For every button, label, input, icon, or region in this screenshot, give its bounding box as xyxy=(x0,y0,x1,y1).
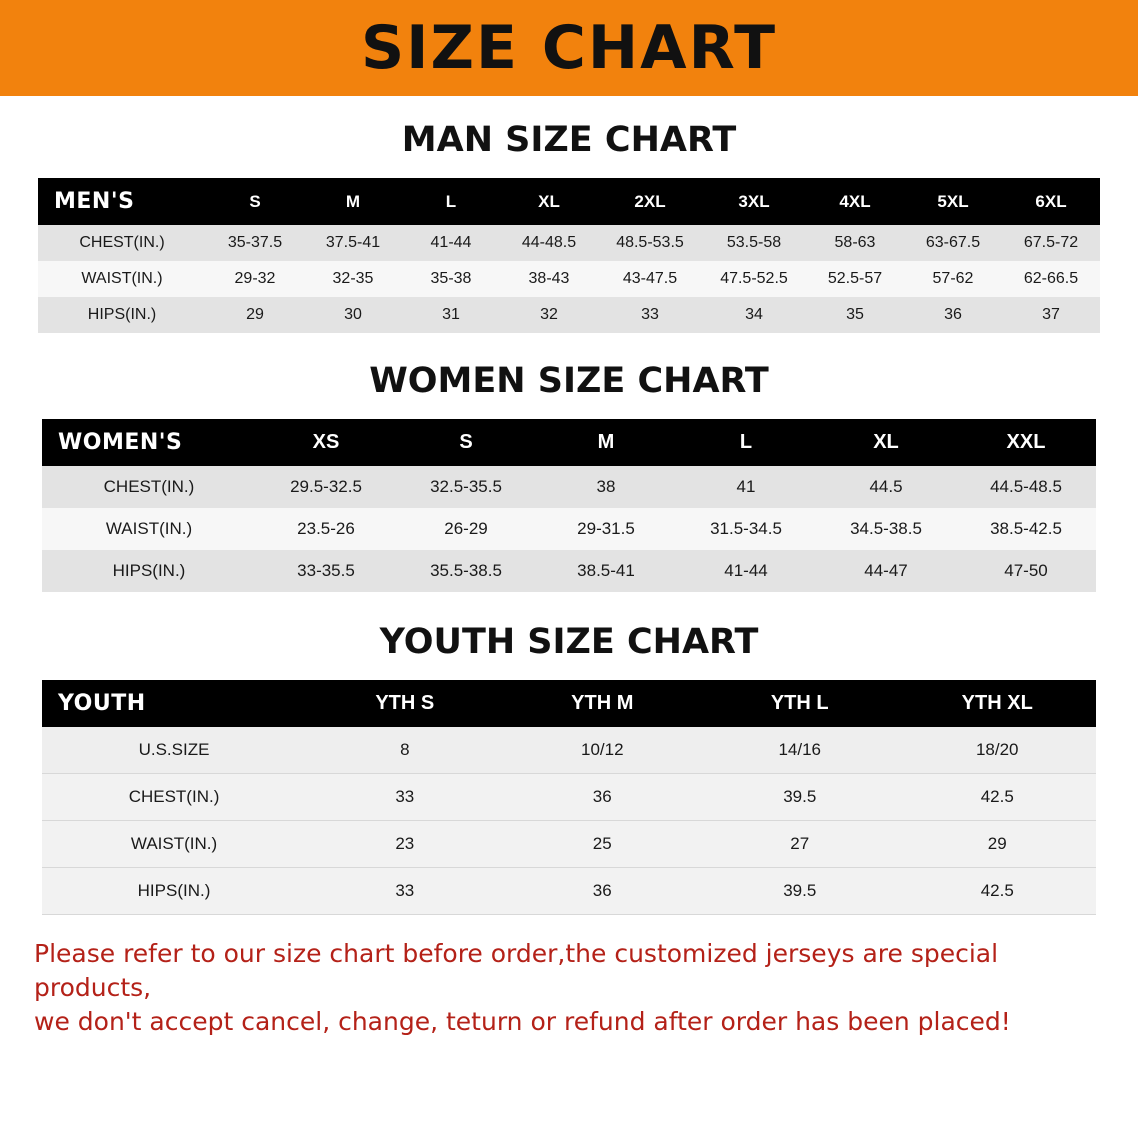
youth-row-label: CHEST(IN.) xyxy=(128,787,220,806)
women-cell: 41 xyxy=(736,477,756,496)
man-cell: 37.5-41 xyxy=(325,234,381,251)
youth-header-cell: YTH S xyxy=(375,692,435,714)
women-size-table xyxy=(42,419,1096,592)
women-row-label: HIPS(IN.) xyxy=(112,561,186,580)
man-header-cell: 2XL xyxy=(634,191,666,211)
youth-cell: 25 xyxy=(592,834,612,853)
women-cell: 44.5-48.5 xyxy=(990,477,1062,496)
man-row-label: HIPS(IN.) xyxy=(87,306,157,323)
women-cell: 23.5-26 xyxy=(297,519,355,538)
youth-cell: 39.5 xyxy=(783,787,817,806)
man-header-cell: XL xyxy=(538,191,560,211)
man-cell: 62-66.5 xyxy=(1023,270,1079,287)
youth-cell: 36 xyxy=(592,787,612,806)
women-cell: 44-47 xyxy=(864,561,908,580)
table-row xyxy=(42,868,1096,915)
women-section-title: WOMEN SIZE CHART xyxy=(369,361,769,401)
man-cell: 33 xyxy=(641,306,659,323)
youth-table-header-row xyxy=(42,680,1096,727)
man-cell: 30 xyxy=(344,306,362,323)
women-cell: 34.5-38.5 xyxy=(850,519,922,538)
notice-text xyxy=(34,937,1104,1038)
youth-cell: 8 xyxy=(400,740,410,759)
man-section-title: MAN SIZE CHART xyxy=(401,120,737,160)
women-header-cell: XXL xyxy=(1006,431,1046,453)
women-row-label: CHEST(IN.) xyxy=(103,477,195,496)
youth-cell: 33 xyxy=(395,881,415,900)
man-header-cell: MEN'S xyxy=(54,189,135,214)
man-cell: 67.5-72 xyxy=(1023,234,1079,251)
youth-cell: 39.5 xyxy=(783,881,817,900)
women-cell: 26-29 xyxy=(444,519,488,538)
page-banner xyxy=(0,0,1138,96)
man-cell: 29 xyxy=(246,306,264,323)
notice-line-1: Please refer to our size chart before order,the customized jerseys are special products, xyxy=(34,939,999,1002)
man-row-label: WAIST(IN.) xyxy=(81,270,163,287)
women-table-header-row xyxy=(42,419,1096,466)
women-header-cell: XS xyxy=(312,431,340,453)
man-cell: 32 xyxy=(540,306,558,323)
man-cell: 43-47.5 xyxy=(622,270,678,287)
man-header-cell: 5XL xyxy=(937,191,969,211)
women-cell: 31.5-34.5 xyxy=(710,519,782,538)
youth-row-label: U.S.SIZE xyxy=(138,740,210,759)
man-row-label: CHEST(IN.) xyxy=(79,234,165,251)
table-row xyxy=(42,727,1096,774)
youth-header-cell: YOUTH xyxy=(58,691,146,716)
women-cell: 44.5 xyxy=(869,477,903,496)
man-cell: 48.5-53.5 xyxy=(616,234,684,251)
table-row xyxy=(42,821,1096,868)
women-cell: 29.5-32.5 xyxy=(290,477,362,496)
youth-cell: 33 xyxy=(395,787,415,806)
man-header-cell: 4XL xyxy=(839,191,871,211)
youth-section-title: YOUTH SIZE CHART xyxy=(379,622,759,662)
women-cell: 38.5-41 xyxy=(577,561,635,580)
women-cell: 38 xyxy=(596,477,616,496)
man-cell: 58-63 xyxy=(834,234,876,251)
youth-cell: 36 xyxy=(592,881,612,900)
man-header-cell: M xyxy=(345,191,361,211)
women-header-cell: L xyxy=(739,431,753,453)
man-cell: 35-37.5 xyxy=(227,234,283,251)
women-cell: 29-31.5 xyxy=(577,519,635,538)
page-title: SIZE CHART xyxy=(360,13,778,83)
man-cell: 38-43 xyxy=(528,270,570,287)
man-cell: 44-48.5 xyxy=(521,234,577,251)
women-cell: 38.5-42.5 xyxy=(990,519,1062,538)
table-row xyxy=(38,297,1100,333)
man-cell: 57-62 xyxy=(932,270,974,287)
youth-cell: 42.5 xyxy=(980,881,1014,900)
man-cell: 35 xyxy=(846,306,864,323)
table-row xyxy=(42,508,1096,550)
women-header-cell: S xyxy=(459,431,473,453)
youth-size-table xyxy=(42,680,1096,915)
table-row xyxy=(42,550,1096,592)
notice-line-2: we don't accept cancel, change, teturn or refund after order has been placed! xyxy=(34,1006,1011,1036)
man-cell: 52.5-57 xyxy=(827,270,883,287)
man-size-table xyxy=(38,178,1100,333)
youth-cell: 27 xyxy=(790,834,810,853)
women-cell: 35.5-38.5 xyxy=(430,561,502,580)
women-cell: 33-35.5 xyxy=(297,561,355,580)
table-row xyxy=(42,466,1096,508)
women-cell: 41-44 xyxy=(724,561,768,580)
table-row xyxy=(38,261,1100,297)
man-cell: 34 xyxy=(745,306,763,323)
youth-cell: 18/20 xyxy=(975,740,1019,759)
man-cell: 63-67.5 xyxy=(925,234,981,251)
man-header-cell: S xyxy=(249,191,261,211)
man-header-cell: 6XL xyxy=(1035,191,1067,211)
women-cell: 32.5-35.5 xyxy=(430,477,502,496)
man-cell: 29-32 xyxy=(234,270,276,287)
man-cell: 41-44 xyxy=(430,234,472,251)
women-cell: 47-50 xyxy=(1004,561,1048,580)
youth-cell: 10/12 xyxy=(580,740,624,759)
youth-header-cell: YTH XL xyxy=(961,692,1033,714)
man-cell: 36 xyxy=(944,306,962,323)
women-header-cell: XL xyxy=(873,431,899,453)
man-cell: 47.5-52.5 xyxy=(720,270,788,287)
women-header-cell: WOMEN'S xyxy=(58,430,183,455)
youth-header-cell: YTH L xyxy=(770,692,829,714)
man-header-cell: L xyxy=(445,191,457,211)
youth-cell: 23 xyxy=(395,834,415,853)
women-header-cell: M xyxy=(597,431,615,453)
man-cell: 37 xyxy=(1042,306,1060,323)
man-table-header-row xyxy=(38,178,1100,225)
man-cell: 53.5-58 xyxy=(726,234,782,251)
youth-row-label: HIPS(IN.) xyxy=(137,881,211,900)
youth-header-cell: YTH M xyxy=(571,692,634,714)
youth-cell: 14/16 xyxy=(778,740,821,759)
youth-cell: 42.5 xyxy=(980,787,1014,806)
man-header-cell: 3XL xyxy=(738,191,770,211)
table-row xyxy=(42,774,1096,821)
women-row-label: WAIST(IN.) xyxy=(105,519,193,538)
man-cell: 31 xyxy=(442,306,460,323)
man-cell: 32-35 xyxy=(332,270,374,287)
youth-cell: 29 xyxy=(987,834,1007,853)
table-row xyxy=(38,225,1100,261)
man-cell: 35-38 xyxy=(430,270,472,287)
youth-row-label: WAIST(IN.) xyxy=(130,834,218,853)
